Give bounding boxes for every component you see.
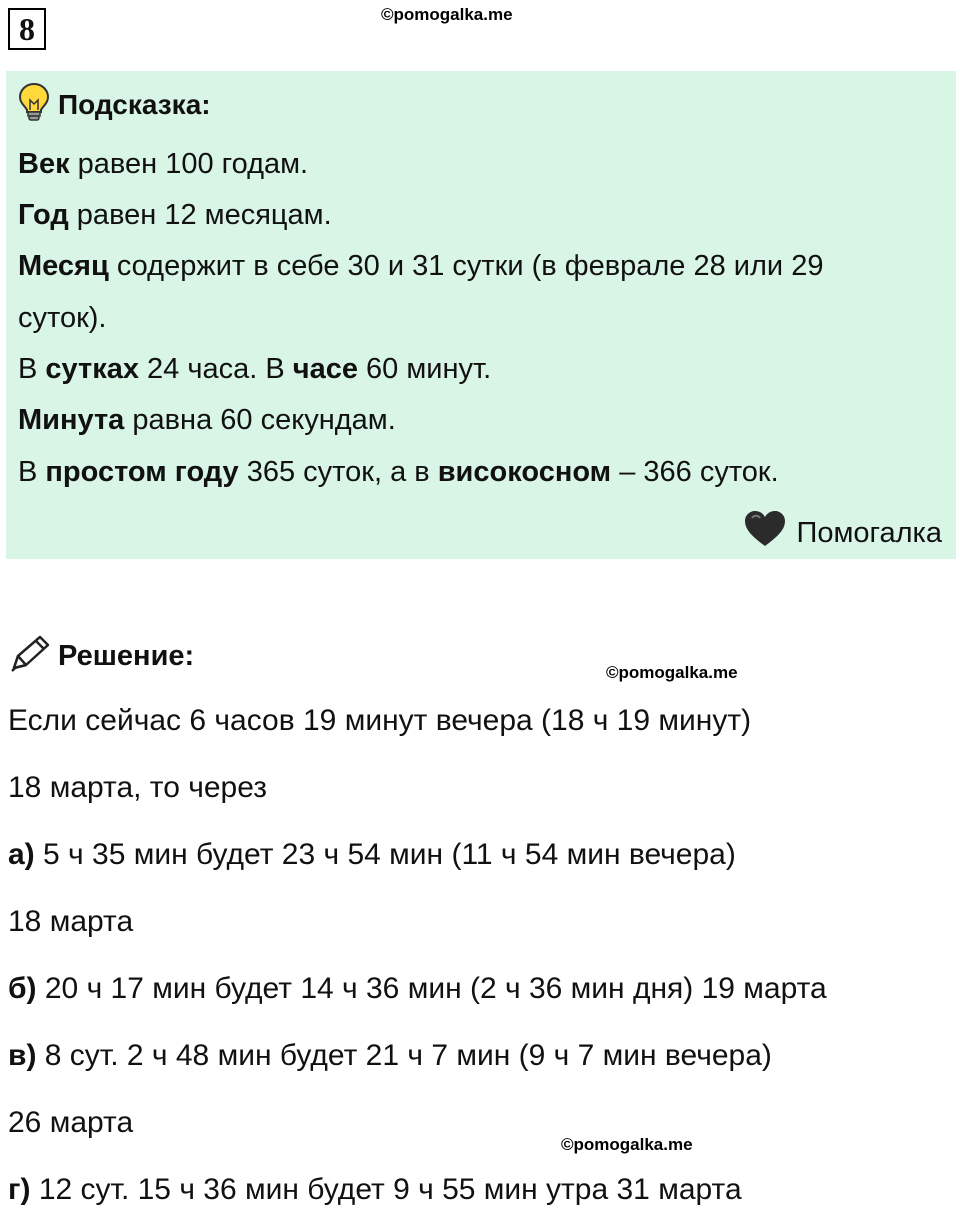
solution-title (8, 634, 194, 679)
hint-line: Месяц содержит в себе 30 и 31 сутки (в феврале 28 или 29 (18, 250, 824, 282)
solution-line: 18 марта, то через (8, 771, 267, 804)
solution-line: 18 марта (8, 905, 134, 938)
brand (743, 510, 942, 556)
lightbulb-icon (18, 82, 50, 127)
hint-line: Век равен 100 годам. (18, 148, 309, 180)
hint-line: В сутках 24 часа. В часе 60 минут. (18, 353, 492, 385)
solution-line: 26 марта (8, 1106, 134, 1139)
task-number: 8 (8, 8, 46, 50)
hint-title (18, 82, 211, 127)
solution-title-text: Решение: (58, 640, 195, 672)
hint-line: В простом году 365 суток, а в високосном – 366 суток. (18, 456, 779, 488)
hint-line: Год равен 12 месяцам. (18, 199, 332, 231)
solution-line: в) 8 сут. 2 ч 48 мин будет 21 ч 7 мин (9 ч 7 мин вечера) (8, 1039, 772, 1072)
solution-line: а) 5 ч 35 мин будет 23 ч 54 мин (11 ч 54 мин вечера) (8, 838, 736, 871)
solution-line: г) 12 сут. 15 ч 36 мин будет 9 ч 55 мин утра 31 марта (8, 1173, 742, 1206)
watermark: ©pomogalka.me (606, 663, 738, 682)
watermark: ©pomogalka.me (561, 1135, 693, 1154)
solution-line: б) 20 ч 17 мин будет 14 ч 36 мин (2 ч 36 мин дня) 19 марта (8, 972, 827, 1005)
watermark: ©pomogalka.me (381, 5, 513, 24)
pencil-icon (8, 634, 52, 679)
heart-icon (743, 510, 787, 556)
hint-line: суток). (18, 302, 107, 334)
hint-line: Минута равна 60 секундам. (18, 404, 396, 436)
hint-title-text: Подсказка: (58, 88, 211, 120)
solution-line: Если сейчас 6 часов 19 минут вечера (18 ч 19 минут) (8, 704, 752, 737)
brand-name: Помогалка (796, 516, 942, 549)
